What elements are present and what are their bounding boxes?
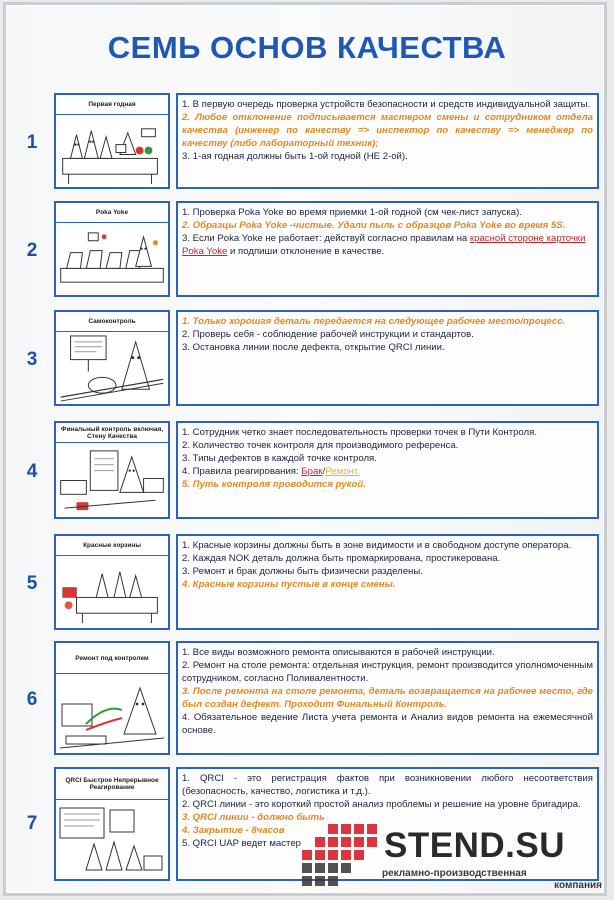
repair-text: Ремонт. — [325, 466, 360, 477]
logo-subtitle: компания — [554, 880, 602, 891]
poster-title: СЕМЬ ОСНОВ КАЧЕСТВА — [107, 30, 507, 65]
rule-line: и подпиши отклонение в качестве. — [227, 246, 385, 257]
slash-text: / — [322, 466, 326, 477]
poka-yoke-illustration — [56, 223, 168, 296]
logo-name: STEND.SU — [384, 826, 565, 865]
section-number: 3 — [26, 349, 38, 370]
rule-line: 4. Обязательное ведение Листа учета ремонта и Анализ видов ремонта на ежемесячной основе. — [182, 712, 593, 736]
rule-line-highlight: 3. QRCI линии - должно быть — [182, 812, 325, 823]
rule-line: 3. 1-ая годная должны быть 1-ой годной (НЕ 2-ой). — [182, 151, 408, 162]
section-number: 7 — [26, 813, 38, 834]
rule-line: 2. Ремонт на столе ремонта: отдельная инструкция, ремонт производится уполномоченным сотрудником, согласно Поливалентности. — [182, 660, 593, 684]
qrci-illustration — [56, 800, 168, 880]
section-label: Ремонт под контролем — [56, 643, 168, 674]
section-label: Самоконтроль — [56, 312, 168, 332]
section-text-box — [176, 201, 599, 297]
stend-logo-watermark — [296, 822, 608, 896]
section-text-box — [176, 310, 599, 406]
rule-line: 2. Количество точек контроля для производимого референса. — [182, 440, 459, 451]
rule-line: 1. QRCI - это регистрация фактов при возникновении любого несоответствия (безопасность, качество, логистика и т.д.). — [182, 773, 593, 797]
section-text-box — [176, 93, 599, 189]
section-illustration — [54, 93, 170, 189]
section-illustration — [54, 767, 170, 881]
section-number: 6 — [26, 689, 38, 710]
rule-line-highlight: 3. После ремонта на столе ремонта, деталь возвращается на рабочее место, где был создан дефект. Проходит Финальный Контроль. — [182, 686, 593, 710]
red-baskets-illustration — [56, 556, 168, 629]
red-side-link-text: красной стороне карточки Poka Yoke — [182, 233, 586, 257]
rule-line: 1. Сотрудник четко знает последовательность проверки точек в Пути Контроля. — [182, 427, 538, 438]
section-text-box — [176, 534, 599, 630]
section-label: QRCI Быстрое Непрерывное Реагирование — [56, 769, 168, 800]
section-number: 1 — [26, 132, 38, 153]
rule-line-highlight: 5. Путь контроля проводится рукой. — [182, 479, 366, 490]
section-label: Первая годная — [56, 95, 168, 115]
scrap-text: Брак — [301, 466, 323, 477]
rule-line-highlight: 2. Любое отклонение подписывается мастером смены и сотрудником отдела качества (инженер по качеству => инспектор по качеству => менеджер по качеству (либо лабораторный техник); — [182, 112, 593, 149]
rule-line: 2. QRCI линии - это короткий простой анализ проблемы и решение на уровне бригадира. — [182, 799, 581, 810]
section-number: 5 — [26, 573, 38, 594]
section-label: Красные корзины — [56, 536, 168, 556]
self-control-illustration — [56, 332, 168, 405]
section-label: Финальный контроль включая, Стену Качества — [56, 423, 168, 443]
section-text-box — [176, 641, 599, 755]
section-text-box — [176, 421, 599, 519]
final-control-illustration — [56, 443, 168, 518]
rule-line-highlight: 1. Только хорошая деталь передается на следующее рабочее место/процесс. — [182, 316, 566, 327]
rule-line: 2. Проверь себя - соблюдение рабочей инструкции и стандартов. — [182, 329, 474, 340]
section-illustration — [54, 641, 170, 755]
rule-line: 1. В первую очередь проверка устройств безопасности и средств индивидуальной защиты. — [182, 99, 591, 110]
rule-line: 3. Ремонт и брак должны быть физически разделены. — [182, 566, 423, 577]
rule-line-highlight: 4. Красные корзины пустые в конце смены. — [182, 579, 396, 590]
section-illustration — [54, 421, 170, 519]
rule-line-highlight: 2. Образцы Poka Yoke -чистые. Удали пыль с образцов Poka Yoke во время 5S. — [182, 220, 566, 231]
section-label: Poka Yoke — [56, 203, 168, 223]
rule-line: 1. Проверка Poka Yoke во время приемки 1-ой годной (см чек-лист запуска). — [182, 207, 522, 218]
rule-line: 4. Правила реагирования: — [182, 466, 302, 477]
repair-illustration — [56, 674, 168, 754]
section-illustration — [54, 201, 170, 297]
workers-table-illustration — [56, 115, 168, 188]
section-number: 2 — [26, 240, 38, 261]
logo-grid-icon — [298, 822, 378, 896]
rule-line: 5. QRCI UAP ведет мастер — [182, 838, 302, 849]
rule-line: 2. Каждая NOK деталь должна быть промаркирована, простикерована. — [182, 553, 501, 564]
section-illustration — [54, 534, 170, 630]
rule-line: 3. Типы дефектов в каждой точке контроля. — [182, 453, 377, 464]
rule-line: 3. Остановка линии после дефекта, открытие QRCI линии. — [182, 342, 445, 353]
rule-line: 1. Все виды возможного ремонта описываются в рабочей инструкции. — [182, 647, 495, 658]
rule-line: 3. Если Poka Yoke не работает: действуй согласно правилам на — [182, 233, 470, 244]
logo-subtitle: рекламно-производственная — [382, 868, 527, 879]
rule-line-highlight: 4. Закрытие - 8часов — [182, 825, 285, 836]
rule-line: 1. Красные корзины должны быть в зоне видимости и в свободном доступе оператора. — [182, 540, 572, 551]
section-number: 4 — [26, 461, 38, 482]
section-illustration — [54, 310, 170, 406]
